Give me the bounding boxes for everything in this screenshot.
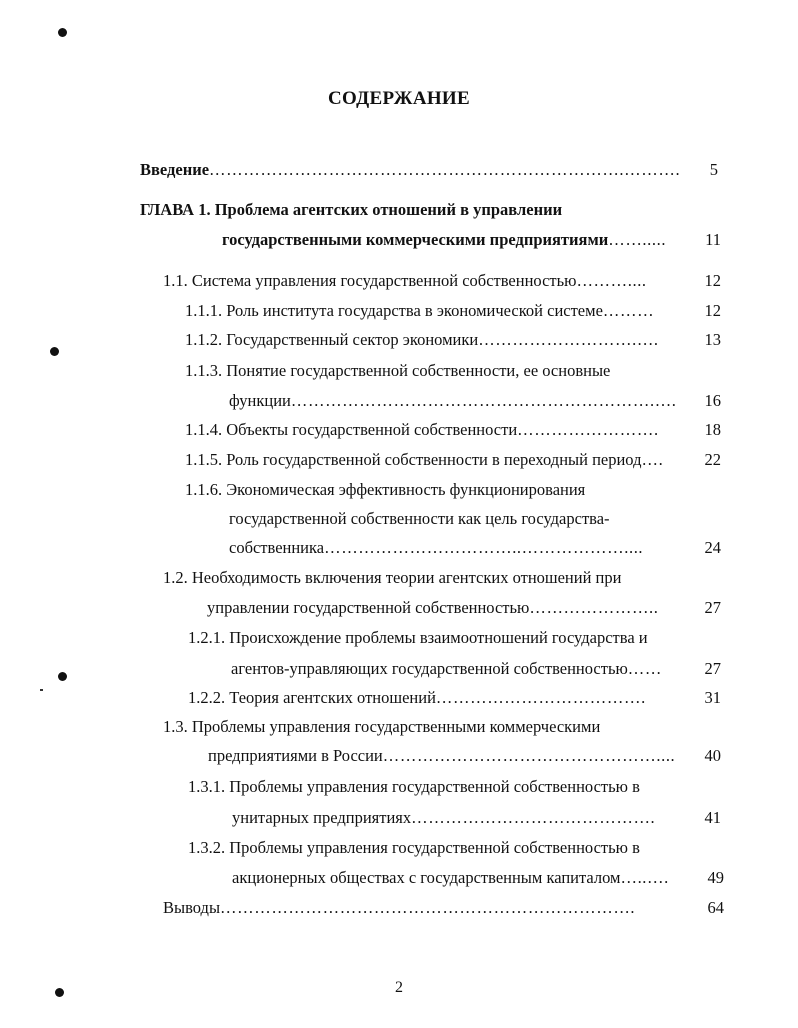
toc-page-number: 22 [704,450,721,469]
toc-entry-title: государственной собственности как цель государства- [229,509,610,528]
toc-entry-title: собственника [229,538,325,557]
toc-entry [185,449,663,471]
toc-entry-title: 1.1. Система управления государственной собственностью [163,271,577,290]
toc-entry-title: 1.1.6. Экономическая эффективность функционирования [185,480,586,499]
toc-leader: ……………………………..……………….... [324,538,644,557]
toc-leader: ……………………………………. [411,808,656,827]
toc-leader: ……….... [576,271,647,290]
toc-leader: ………………………………………….... [382,746,676,765]
toc-page-number: 16 [704,391,721,410]
toc-leader: ………………….. [529,598,659,617]
toc-entry-title: предприятиями в России [208,746,383,765]
toc-entry-title: Выводы [163,898,221,917]
toc-page-number: 27 [704,598,721,617]
toc-page-number: 12 [704,301,721,320]
toc-entry-title: 1.2.2. Теория агентских отношений [188,688,436,707]
toc-entry [207,597,659,619]
toc-page-number: 31 [704,688,721,707]
toc-page-number: 13 [704,330,721,349]
toc-entry [163,270,647,292]
toc-entry-title: агентов-управляющих государственной собственностью [231,659,628,678]
toc-page-number: 11 [705,230,721,249]
toc-heading: СОДЕРЖАНИЕ [328,88,470,109]
toc-entry-title: 1.2.1. Происхождение проблемы взаимоотношений государства и [188,628,648,647]
toc-entry-title: 1.3.2. Проблемы управления государственной собственностью в [188,838,640,857]
toc-chapter-title: ГЛАВА 1. Проблема агентских отношений в управлении [140,200,563,219]
toc-entry-title: унитарных предприятиях [232,808,412,827]
toc-entry-title: 1.1.4. Объекты государственной собственности [185,420,518,439]
toc-entry [185,419,659,441]
toc-entry-title: Введение [140,160,210,179]
toc-entry-title: функции [229,391,291,410]
toc-entry [188,687,646,709]
toc-leader: ……..... [608,230,667,249]
toc-leader: ………………………………. [435,688,646,707]
toc-entry [222,229,666,251]
toc-entry-title: 1.1.5. Роль государственной собственности в переходный период [185,450,642,469]
toc-leader: …. [641,450,664,469]
toc-leader: ………………………………………………………………. [220,898,636,917]
toc-entry-title: 1.1.2. Государственный сектор экономики [185,330,479,349]
toc-page-number: 24 [704,538,721,557]
scan-mark [40,689,43,691]
toc-entry [232,867,669,889]
page-number: 2 [395,979,403,996]
toc-leader: ……… [602,301,655,320]
toc-entry [231,658,662,680]
toc-entry [185,329,659,351]
toc-leader: ……………………….…. [478,330,659,349]
toc-entry [229,390,677,412]
toc-leader: …… [627,659,662,678]
toc-page-number: 18 [704,420,721,439]
toc-leader: ……………………………………………………….…. [290,391,677,410]
toc-entry [163,897,635,919]
toc-entry-title: управлении государственной собственностью [207,598,530,617]
toc-page-number: 41 [704,808,721,827]
toc-entry-title: 1.1.3. Понятие государственной собственности, ее основные [185,361,611,380]
toc-entry-title: акционерных обществах с государственным капиталом [232,868,621,887]
toc-entry [232,807,655,829]
toc-entry [208,745,675,767]
toc-leader: ……………………………………………………………….………. [209,160,681,179]
toc-entry [229,537,643,559]
toc-entry [140,159,680,181]
toc-entry-title: 1.1.1. Роль института государства в экономической системе [185,301,603,320]
toc-page-number: 49 [707,868,724,887]
toc-entry-title: 1.2. Необходимость включения теории агентских отношений при [163,568,622,587]
toc-page-number: 12 [704,271,721,290]
toc-page-number: 5 [709,160,718,179]
scan-mark [58,672,67,681]
toc-page-number: 64 [707,898,724,917]
toc-leader: ……………………. [517,420,659,439]
scan-mark [58,28,67,37]
toc-page-number: 27 [704,659,721,678]
toc-entry [185,300,654,322]
toc-leader: …..…. [620,868,669,887]
toc-entry-title: 1.3.1. Проблемы управления государственной собственностью в [188,777,640,796]
toc-page-number: 40 [704,746,721,765]
toc-entry-title: 1.3. Проблемы управления государственными коммерческими [163,717,601,736]
toc-entry-title: государственными коммерческими предприятиями [222,230,609,249]
scan-mark [50,347,59,356]
